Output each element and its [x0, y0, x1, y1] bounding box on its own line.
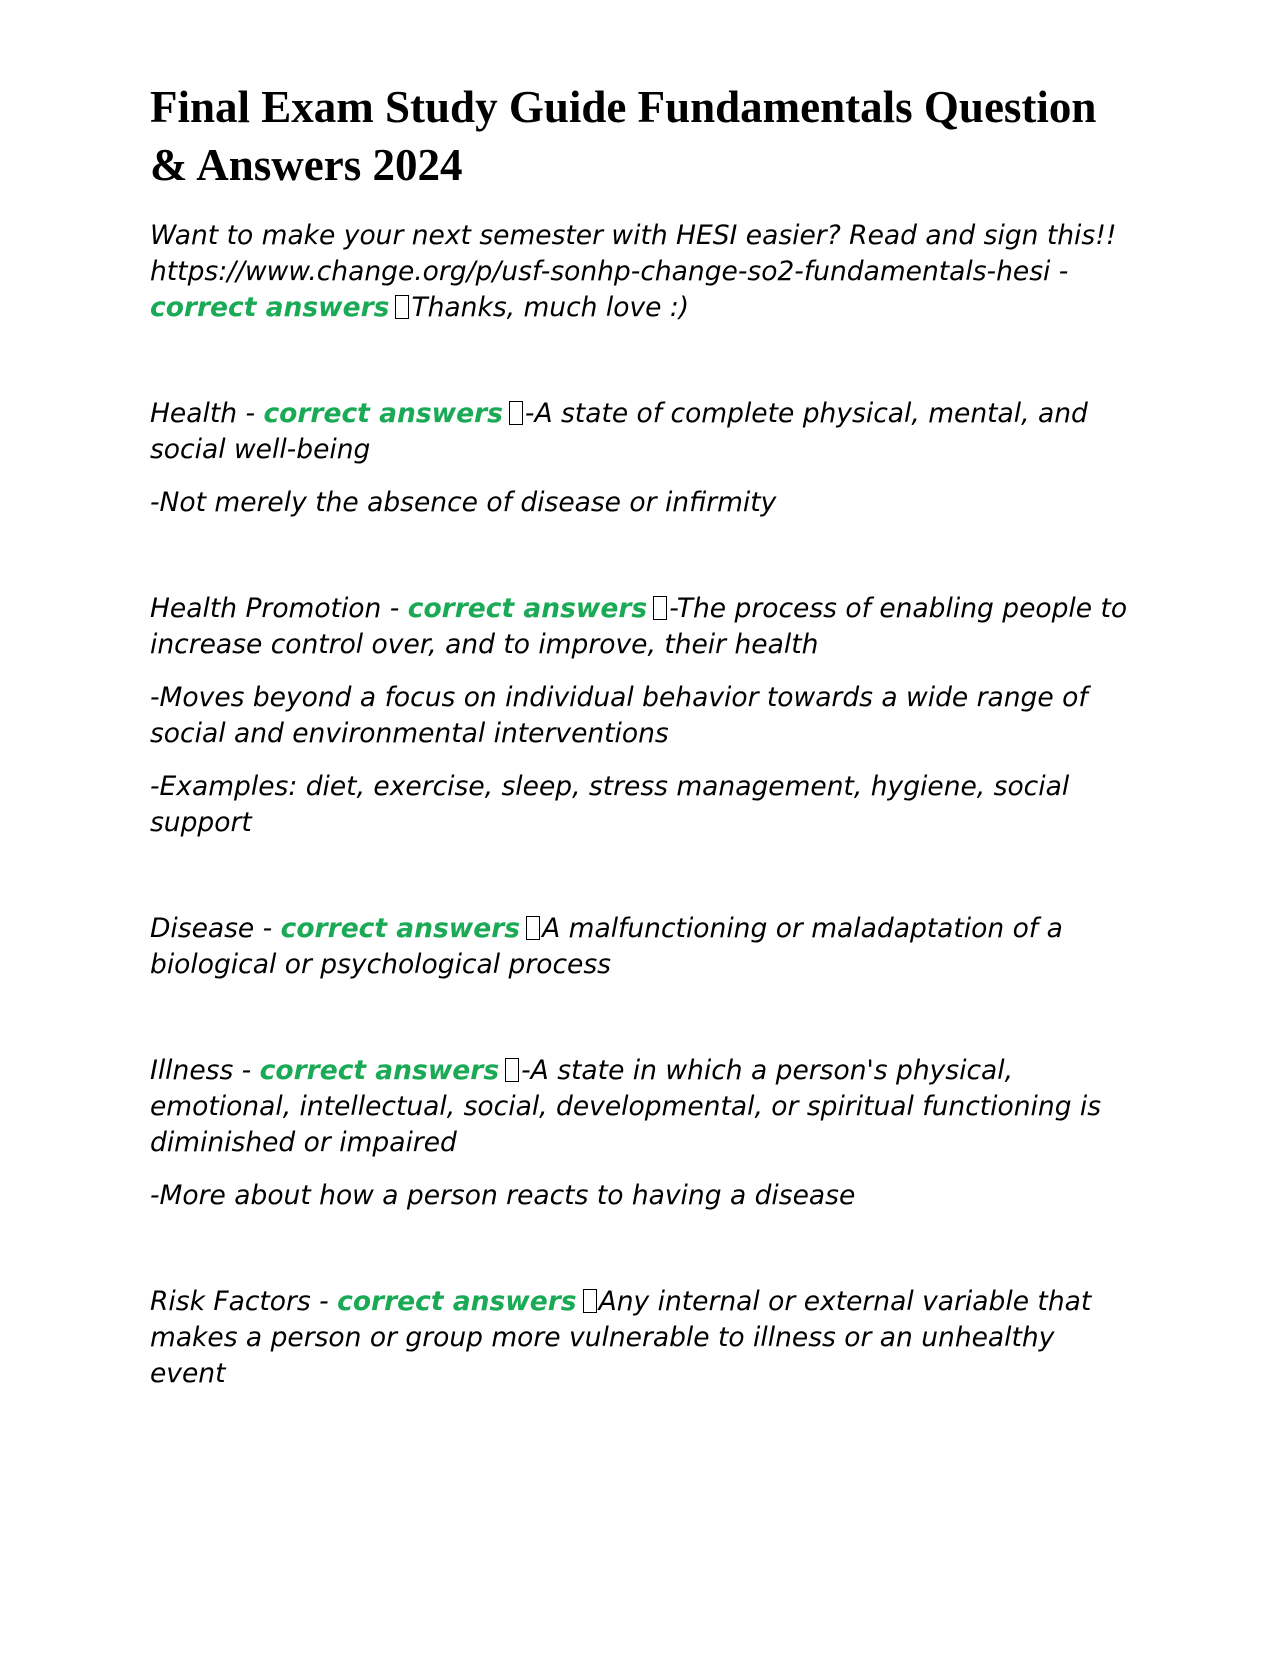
entry-term: Disease - — [150, 913, 281, 944]
entry-health-promotion — [150, 591, 1135, 841]
answer-marker: correct answers — [263, 398, 503, 429]
entry-term: Risk Factors - — [150, 1286, 338, 1317]
missing-glyph-icon — [395, 295, 409, 319]
entry-first-line — [150, 591, 1135, 663]
missing-glyph-icon — [583, 1289, 597, 1313]
document-page — [150, 78, 1135, 1392]
entry-line: -Moves beyond a focus on individual behavior towards a wide range of social and environmental interventions — [150, 682, 1088, 749]
entry-definition: Any internal or external variable that makes a person or group more vulnerable to illness or an unhealthy event — [150, 1286, 1092, 1389]
entry-first-line — [150, 1053, 1135, 1161]
intro-after: Thanks, much love :) — [411, 292, 690, 323]
missing-glyph-icon — [653, 596, 667, 620]
missing-glyph-icon — [526, 916, 540, 940]
entry-disease — [150, 911, 1135, 983]
entry-term: Health - — [150, 398, 264, 429]
answer-marker: correct answers — [280, 913, 521, 944]
answer-marker: correct answers — [150, 292, 390, 323]
entry-risk-factors — [150, 1284, 1135, 1392]
entry-health — [150, 396, 1135, 521]
intro-paragraph — [150, 218, 1135, 326]
answer-marker: correct answers — [337, 1286, 577, 1317]
entry-illness — [150, 1053, 1135, 1214]
missing-glyph-icon — [505, 1058, 519, 1082]
document-title: Final Exam Study Guide Fundamentals Question & Answers 2024 — [150, 82, 1097, 190]
entry-first-line — [150, 1284, 1135, 1392]
answer-marker: correct answers — [407, 593, 648, 624]
entry-term: Health Promotion - — [150, 593, 408, 624]
entry-definition: A malfunctioning or maladaptation of a biological or psychological process — [150, 913, 1063, 980]
entry-definition: -The process of enabling people to increase control over, and to improve, their health — [150, 593, 1128, 660]
entry-term: Illness - — [150, 1055, 260, 1086]
entry-line: -Not merely the absence of disease or infirmity — [150, 487, 777, 518]
entry-first-line — [150, 911, 1135, 983]
entry-definition: -A state in which a person's physical, emotional, intellectual, social, developmental, or spiritual functioning is diminished or impaired — [150, 1055, 1102, 1158]
missing-glyph-icon — [509, 401, 523, 425]
entry-line: -More about how a person reacts to having a disease — [150, 1180, 856, 1211]
entry-definition: -A state of complete physical, mental, and social well-being — [150, 398, 1088, 465]
entry-first-line — [150, 396, 1135, 468]
answer-marker: correct answers — [259, 1055, 500, 1086]
intro-text: Want to make your next semester with HESI easier? Read and sign this!! https://www.change.org/p/usf-sonhp-change-so2-fundamentals-hesi - — [150, 220, 1117, 287]
entry-line: -Examples: diet, exercise, sleep, stress management, hygiene, social support — [150, 771, 1070, 838]
